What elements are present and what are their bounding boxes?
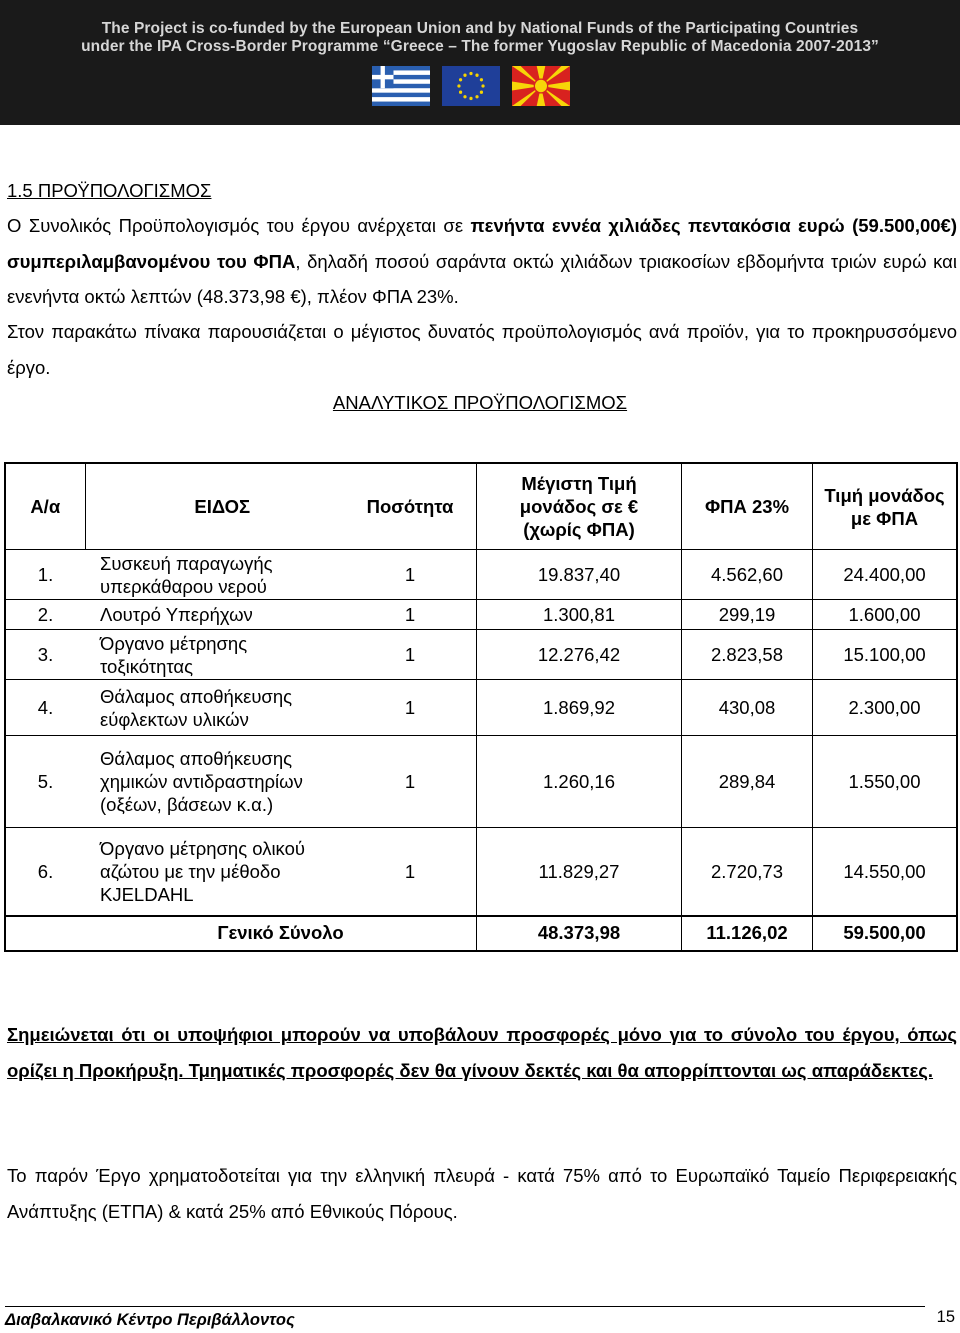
row-quantity: 1 <box>344 736 477 828</box>
header-total-line-2: με ΦΠΑ <box>850 507 919 529</box>
table-row <box>5 550 957 600</box>
header-max-line-2: μονάδος σε € <box>519 496 639 517</box>
table-row <box>5 736 957 828</box>
row-quantity: 1 <box>344 550 477 600</box>
header-qty: Ποσότητα <box>344 463 477 550</box>
row-vat: 289,84 <box>682 736 813 828</box>
row-vat: 4.562,60 <box>682 550 813 600</box>
page-number: 15 <box>936 1308 955 1326</box>
row-max-price: 1.300,81 <box>477 600 682 630</box>
header-desc: ΕΙΔΟΣ <box>194 496 251 517</box>
header-total <box>813 463 958 550</box>
row-number: 2. <box>5 600 85 630</box>
budget-table <box>4 462 958 952</box>
macedonia-flag-icon <box>512 66 570 106</box>
table-row <box>5 630 957 680</box>
row-total: 1.600,00 <box>813 600 958 630</box>
row-description: Συσκευή παραγωγής υπερκάθαρου νερού <box>100 552 273 597</box>
row-description: Λουτρό Υπερήχων <box>100 604 253 625</box>
row-quantity: 1 <box>344 600 477 630</box>
row-description: Θάλαμος αποθήκευσης χημικών αντιδραστηρίων (οξέων, βάσεων κ.α.) <box>100 748 303 815</box>
row-number: 5. <box>5 736 85 828</box>
budget-paragraph-bold: πενήντα εννέα χιλιάδες πεντακόσια ευρώ (59.500,00€) συμπεριλαμβανομένου του ΦΠΑ <box>7 215 957 272</box>
row-max-price: 1.869,92 <box>477 680 682 736</box>
row-number: 6. <box>5 828 85 916</box>
header-max-line-3: (χωρίς ΦΠΑ) <box>523 519 635 540</box>
cofunding-banner <box>0 0 960 125</box>
row-vat: 2.720,73 <box>682 828 813 916</box>
table-row <box>5 680 957 736</box>
greece-flag-icon <box>372 66 430 106</box>
row-vat: 299,19 <box>682 600 813 630</box>
header-vat: ΦΠΑ 23% <box>682 463 813 550</box>
row-max-price: 19.837,40 <box>477 550 682 600</box>
row-vat: 430,08 <box>682 680 813 736</box>
header-total-line-1: Τιμή μονάδος <box>824 484 945 506</box>
total-with-vat: 59.500,00 <box>813 916 958 951</box>
budget-paragraph-part-2: , δηλαδή ποσού σαράντα οκτώ χιλιάδων τριακοσίων εβδομήντα τριών ευρώ και ενενήντα οκτώ λεπτών (48.373,98 €), πλέον ΦΠΑ 23%. <box>7 250 957 307</box>
table-header-row <box>5 463 957 550</box>
row-number: 3. <box>5 630 85 680</box>
row-max-price: 1.260,16 <box>477 736 682 828</box>
row-number: 4. <box>5 680 85 736</box>
row-number: 1. <box>5 550 85 600</box>
total-vat: 11.126,02 <box>682 916 813 951</box>
row-description: Όργανο μέτρησης τοξικότητας <box>100 632 248 677</box>
flags-row <box>372 66 572 106</box>
funding-paragraph: Το παρόν Έργο χρηματοδοτείται για την ελληνική πλευρά - κατά 75% από το Ευρωπαϊκό Ταμείο Περιφερειακής Ανάπτυξης (ΕΤΠΑ) & κατά 25% από Εθνικούς Πόρους. <box>7 1165 957 1222</box>
row-total: 24.400,00 <box>813 550 958 600</box>
row-total: 15.100,00 <box>813 630 958 680</box>
budget-paragraph-part-1: Ο Συνολικός Προϋπολογισμός του έργου ανέρχεται σε <box>7 215 471 236</box>
row-max-price: 11.829,27 <box>477 828 682 916</box>
table-row <box>5 600 957 630</box>
total-max: 48.373,98 <box>477 916 682 951</box>
eu-flag-icon <box>442 66 500 106</box>
row-quantity: 1 <box>344 828 477 916</box>
row-total: 14.550,00 <box>813 828 958 916</box>
banner-line-1: The Project is co-funded by the European Union and by National Funds of the Participating Countries <box>101 20 859 37</box>
row-quantity: 1 <box>344 630 477 680</box>
table-total-row <box>5 916 957 951</box>
header-max <box>477 463 682 550</box>
footer-organization: Διαβαλκανικό Κέντρο Περιβάλλοντος <box>5 1311 295 1329</box>
section-heading: 1.5 ΠΡΟΫΠΟΛΟΓΙΣΜΟΣ <box>7 180 212 201</box>
row-quantity: 1 <box>344 680 477 736</box>
total-label: Γενικό Σύνολο <box>85 916 477 951</box>
row-max-price: 12.276,42 <box>477 630 682 680</box>
table-title: ΑΝΑΛΥΤΙΚΟΣ ΠΡΟΫΠΟΛΟΓΙΣΜΟΣ <box>332 392 628 413</box>
row-description: Όργανο μέτρησης ολικού αζώτου με την μέθοδο KJELDAHL <box>100 837 305 905</box>
partial-offers-notice: Σημειώνεται ότι οι υποψήφιοι μπορούν να υποβάλουν προσφορές μόνο για το σύνολο του έργου, όπως ορίζει η Προκήρυξη. Τμηματικές προσφορές δεν θα γίνουν δεκτές και θα απορρίπτονται ως απαράδεκτες. <box>7 1024 957 1081</box>
row-total: 1.550,00 <box>813 736 958 828</box>
row-vat: 2.823,58 <box>682 630 813 680</box>
banner-line-2: under the IPA Cross-Border Programme “Greece – The former Yugoslav Republic of Macedonia 2007-2013” <box>81 38 879 55</box>
header-no: Α/α <box>5 463 85 550</box>
footer-divider <box>5 1306 925 1307</box>
row-description: Θάλαμος αποθήκευσης εύφλεκτων υλικών <box>100 685 293 730</box>
budget-paragraph <box>7 208 957 315</box>
row-total: 2.300,00 <box>813 680 958 736</box>
table-intro-paragraph: Στον παρακάτω πίνακα παρουσιάζεται ο μέγιστος δυνατός προϋπολογισμός ανά προϊόν, για το προκηρυσσόμενο έργο. <box>7 321 957 378</box>
header-max-line-1: Μέγιστη Τιμή <box>521 473 637 494</box>
table-row <box>5 828 957 916</box>
